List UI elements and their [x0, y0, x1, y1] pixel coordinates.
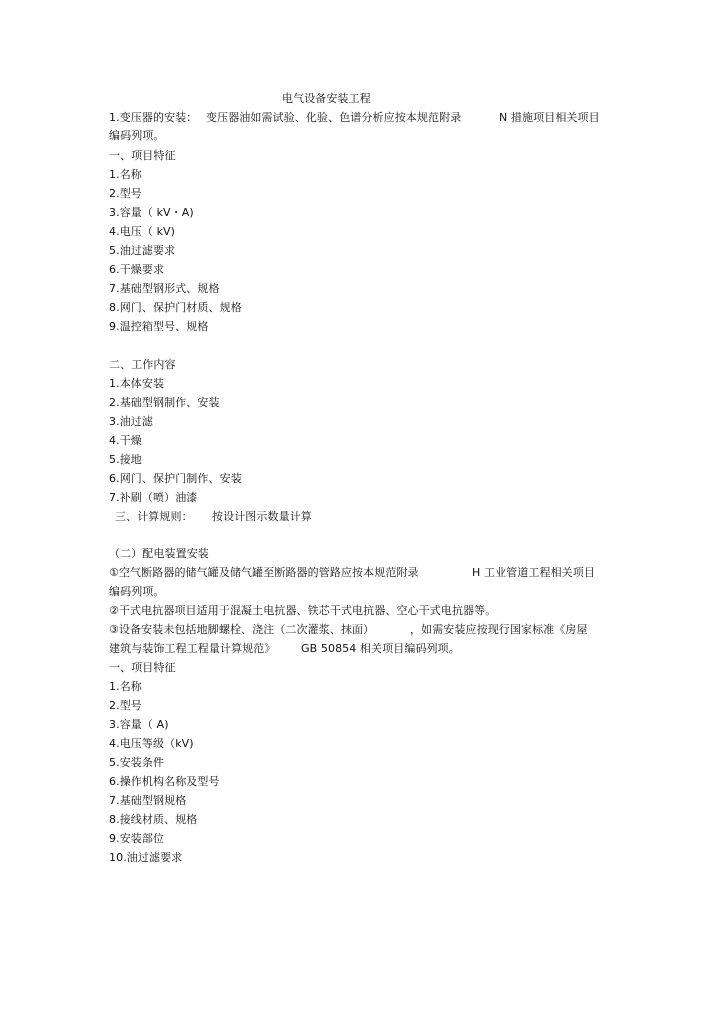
section2-feature-item: 3.容量（ A) — [109, 718, 169, 731]
section1-feature-item: 5.油过滤要求 — [109, 244, 176, 257]
section1-feature-item: 9.温控箱型号、规格 — [109, 320, 209, 333]
section1-work-item: 2.基础型钢制作、安装 — [109, 396, 220, 409]
section2-feature-item: 8.接线材质、规格 — [109, 813, 198, 826]
section2-feature-item: 4.电压等级（kV) — [109, 737, 194, 750]
section1-work-heading: 二、工作内容 — [109, 358, 176, 371]
section1-work-item: 6.网门、保护门制作、安装 — [109, 472, 242, 485]
section1-work-item: 7.补刷（喷）油漆 — [109, 491, 198, 504]
section2-feature-item: 6.操作机构名称及型号 — [109, 775, 220, 788]
section2-features-heading: 一、项目特征 — [109, 661, 176, 674]
section1-feature-item: 8.网门、保护门材质、规格 — [109, 301, 242, 314]
section2-heading: （二）配电装置安装 — [109, 547, 209, 560]
section1-calc-label: 三、计算规则： — [115, 510, 193, 523]
section1-feature-item: 3.容量（ kV・A) — [109, 206, 194, 219]
section1-work-item: 5.接地 — [109, 453, 142, 466]
section2-note1-c: 编码列项。 — [109, 585, 165, 598]
document-title: 电气设备安装工程 — [282, 92, 371, 105]
intro-line-part2: 变压器油如需试验、化验、色谱分析应按本规范附录 — [206, 111, 462, 124]
section2-feature-item: 10.油过滤要求 — [109, 851, 183, 864]
section2-feature-item: 2.型号 — [109, 699, 142, 712]
intro-line-part1: 1.变压器的安装： — [109, 111, 198, 124]
intro-line-part4: 编码列项。 — [109, 129, 165, 142]
section2-note3-a: ③设备安装未包括地脚螺栓、浇注（二次灌浆、抹面） — [109, 623, 375, 636]
section1-feature-item: 6.干燥要求 — [109, 263, 165, 276]
section1-features-heading: 一、项目特征 — [109, 149, 176, 162]
section1-work-item: 1.本体安装 — [109, 377, 165, 390]
section1-feature-item: 2.型号 — [109, 187, 142, 200]
section2-note3-b: ，如需安装应按现行国家标准《房屋 — [410, 623, 588, 636]
section1-feature-item: 7.基础型钢形式、规格 — [109, 282, 220, 295]
section2-feature-item: 7.基础型钢规格 — [109, 794, 187, 807]
section2-note1-a: ①空气断路器的储气罐及储气罐至断路器的管路应按本规范附录 — [109, 566, 419, 579]
section1-work-item: 3.油过滤 — [109, 415, 153, 428]
section1-feature-item: 1.名称 — [109, 168, 142, 181]
intro-line-part3: N 措施项目相关项目 — [499, 111, 600, 124]
section1-calc-value: 按设计图示数量计算 — [212, 510, 312, 523]
section2-note1-b: H 工业管道工程相关项目 — [472, 566, 595, 579]
section1-work-item: 4.干燥 — [109, 434, 142, 447]
section1-feature-item: 4.电压（ kV) — [109, 225, 176, 238]
section2-note2: ②干式电抗器项目适用于混凝土电抗器、铁芯干式电抗器、空心干式电抗器等。 — [109, 604, 497, 617]
section2-feature-item: 9.安装部位 — [109, 832, 165, 845]
section2-note3-d: GB 50854 相关项目编码列项。 — [301, 642, 460, 655]
section2-feature-item: 1.名称 — [109, 680, 142, 693]
section2-note3-c: 建筑与装饰工程工程量计算规范》 — [109, 642, 276, 655]
section2-feature-item: 5.安装条件 — [109, 756, 165, 769]
